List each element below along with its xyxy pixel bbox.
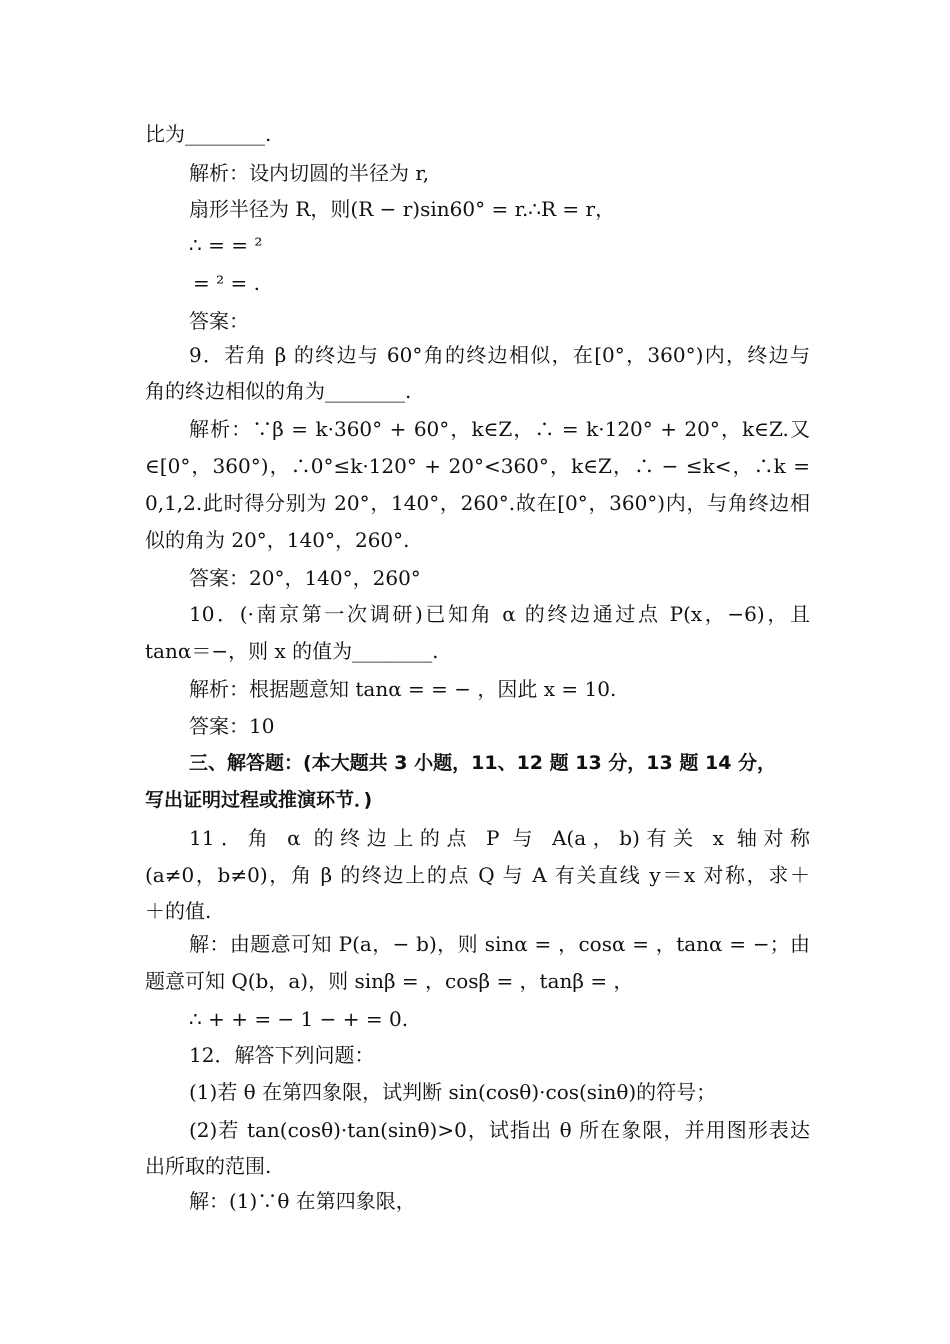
text-line: 扇形半径为 R，则(R − r)sin60° = r.∴R = r， (189, 197, 616, 221)
text-line: 答案： (189, 309, 249, 333)
section-heading: 写出证明过程或推演环节．) (145, 789, 373, 811)
text-line: 出所取的范围. (145, 1154, 272, 1178)
text-line: 12．解答下列问题： (189, 1043, 375, 1067)
text-line: 比为________. (145, 122, 272, 146)
text-line: 似的角为 20°，140°，260°. (145, 528, 410, 552)
text-line: 题意可知 Q(b，a)，则 sinβ = ，cosβ = ，tanβ = ， (145, 969, 634, 993)
text-line: 解析：根据题意知 tanα = = − ，因此 x = 10. (189, 677, 617, 701)
text-line: 解：(1)∵θ 在第四象限， (189, 1189, 416, 1213)
text-line: 答案：20°，140°，260° (189, 566, 421, 590)
text-line: 解析：∵β = k·360° + 60°，k∈Z，∴ = k·120° + 20°，k∈Z.又 (189, 417, 810, 441)
text-line: ＋的值. (145, 899, 212, 923)
text-line: 10．(·南京第一次调研)已知角 α 的终边通过点 P(x，−6)，且 (189, 602, 810, 626)
section-heading: 三、解答题：(本大题共 3 小题，11、12 题 13 分，13 题 14 分， (189, 752, 777, 774)
text-line: = ² = . (193, 271, 260, 295)
text-line: tanα＝−，则 x 的值为________. (145, 639, 439, 663)
text-line: 解析：设内切圆的半径为 r, (189, 161, 430, 185)
text-line: 11．角 α 的终边上的点 P 与 A(a，b)有关 x 轴对称 (189, 826, 810, 850)
text-line: (1)若 θ 在第四象限，试判断 sin(cosθ)·cos(sinθ)的符号； (189, 1080, 717, 1104)
text-line: (a≠0，b≠0)，角 β 的终边上的点 Q 与 A 有关直线 y＝x 对称，求＋ (145, 863, 810, 887)
text-line: ∴ + + = − 1 − + = 0. (189, 1007, 409, 1031)
text-line: (2)若 tan(cosθ)·tan(sinθ)>0，试指出 θ 所在象限，并用图形表达 (189, 1118, 810, 1142)
text-line: 解：由题意可知 P(a，− b)，则 sinα = ，cosα = ，tanα = −；由 (189, 932, 810, 956)
text-line: 角的终边相似的角为________. (145, 379, 412, 403)
text-line: ∈[0°，360°)，∴0°≤k·120° + 20°<360°，k∈Z，∴ − ≤k<，∴k = (145, 454, 810, 478)
text-line: ∴ = = ² (189, 233, 263, 257)
text-line: 9．若角 β 的终边与 60°角的终边相似，在[0°，360°)内，终边与 (189, 343, 810, 367)
text-line: 0,1,2.此时得分别为 20°，140°，260°.故在[0°，360°)内，与角终边相 (145, 491, 810, 515)
text-line: 答案：10 (189, 714, 275, 738)
